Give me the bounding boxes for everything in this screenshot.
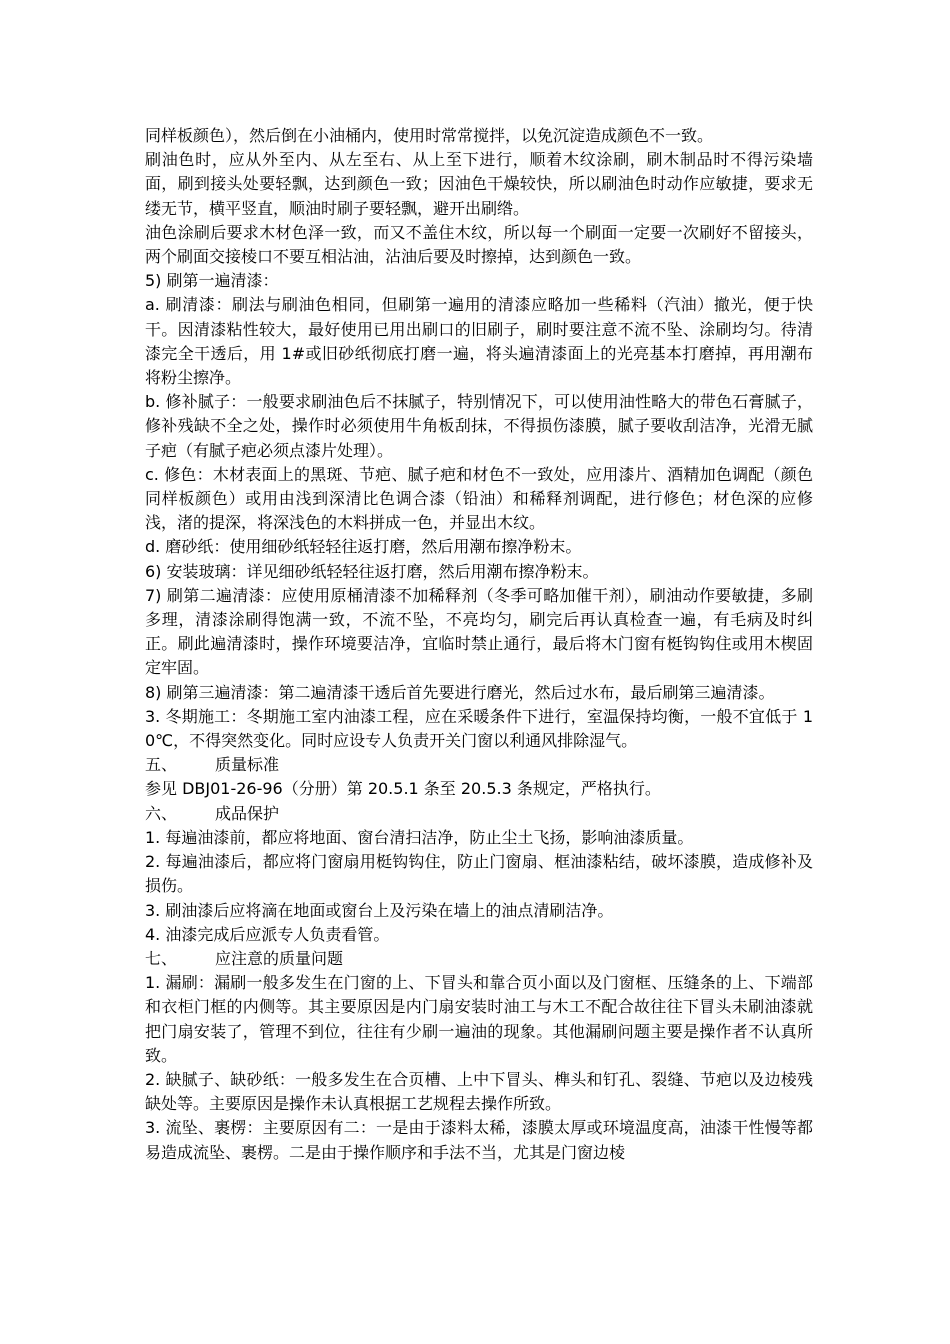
para-step-5a: a. 刷清漆：刷法与刷油色相同，但刷第一遍用的清漆应略加一些稀料（汽油）撤光，便于快干。因清漆粘性较大，最好使用已用出刷口的旧刷子，刷时要注意不流不坠、涂刷均匀。待清漆完全干透后，用 1#或旧砂纸彻底打磨一遍，将头遍清漆面上的光亮基本打磨掉，再用潮布将粉尘擦净。 <box>145 295 813 388</box>
para-issue-2: 2. 缺腻子、缺砂纸：一般多发生在合页槽、上中下冒头、榫头和钉孔、裂缝、节疤以及边棱残缺处等。主要原因是操作未认真根据工艺规程去操作所致。 <box>145 1069 813 1114</box>
para-protection-2: 2. 每遍油漆后，都应将门窗扇用梃钩钩住，防止门窗扇、框油漆粘结，破坏漆膜，造成修补及损伤。 <box>145 852 813 896</box>
para-oil-color-mixing: 同样板颜色），然后倒在小油桶内，使用时常常搅拌，以免沉淀造成颜色不一致。 <box>145 126 714 145</box>
para-step-5c: c. 修色：木材表面上的黑斑、节疤、腻子疤和材色不一致处，应用漆片、酒精加色调配（颜色同样板颜色）或用由浅到深清比色调合漆（铅油）和稀释剂调配，进行修色；材色深的应修浅，渚的提深，将深浅色的木料拼成一色，并显出木纹。 <box>145 464 813 533</box>
heading-text: 质量标准 <box>215 755 280 775</box>
para-protection-3: 3. 刷油漆后应将滴在地面或窗台上及污染在墙上的油点清刷洁净。 <box>145 900 614 920</box>
heading-section-5 <box>145 753 813 777</box>
heading-number: 七、 <box>145 948 178 968</box>
para-step-5-title: 5) 刷第一遍清漆： <box>145 271 279 291</box>
para-step-5d: d. 磨砂纸：使用细砂纸轻轻往返打磨，然后用潮布擦净粉末。 <box>145 537 582 557</box>
para-winter-construction: 3. 冬期施工：冬期施工室内油漆工程，应在采暖条件下进行，室温保持均衡，一般不宜低于 10℃，不得突然变化。同时应设专人负责开关门窗以利通风排除湿气。 <box>145 706 813 751</box>
para-step-5b: b. 修补腻子：一般要求刷油色后不抹腻子，特别情况下，可以使用油性略大的带色石膏腻子，修补残缺不全之处，操作时必须使用牛角板刮抹，不得损伤漆膜，腻子要收刮洁净，光滑无腻子疤（有腻子疤必须点漆片处理）。 <box>145 392 813 460</box>
para-step-7: 7) 刷第二遍清漆：应使用原桶清漆不加稀释剂（冬季可略加催干剂），刷油动作要敏捷，多刷多理，清漆涂刷得饱满一致，不流不坠，不亮均匀，刷完后再认真检查一遍，有毛病及时纠正。刷此遍清漆时，操作环境要洁净，宜临时禁止通行，最后将木门窗有梃钩钩住或用木楔固定牢固。 <box>145 585 813 678</box>
para-oil-color-brushing: 刷油色时，应从外至内、从左至右、从上至下进行，顺着木纹涂刷，刷木制品时不得污染墙面，刷到接头处要轻飘，达到颜色一致；因油色干燥较快，所以刷油色时动作应敏捷，要求无缕无节，横平竖直，顺油时刷子要轻飘，避开出刷绺。 <box>145 150 813 218</box>
para-issue-3: 3. 流坠、裹楞：主要原因有二：一是由于漆料太稀，漆膜太厚或环境温度高，油漆干性慢等都易造成流坠、裹楞。二是由于操作顺序和手法不当，尤其是门窗边棱 <box>145 1118 813 1162</box>
para-oil-color-requirements: 油色涂刷后要求木材色泽一致，而又不盖住木纹，所以每一个刷面一定要一次刷好不留接头，两个刷面交接棱口不要互相沾油，沾油后要及时擦掉，达到颜色一致。 <box>145 222 813 267</box>
para-step-8: 8) 刷第三遍清漆：第二遍清漆干透后首先要进行磨光，然后过水布，最后刷第三遍清漆。 <box>145 682 775 702</box>
para-quality-standard: 参见 DBJ01-26-96（分册）第 20.5.1 条至 20.5.3 条规定，严格执行。 <box>145 779 661 799</box>
heading-number: 五、 <box>145 755 178 775</box>
heading-section-7 <box>145 947 813 971</box>
heading-section-6 <box>145 802 813 826</box>
heading-text: 应注意的质量问题 <box>215 948 344 968</box>
heading-text: 成品保护 <box>215 803 280 823</box>
heading-number: 六、 <box>145 803 178 823</box>
para-protection-1: 1. 每遍油漆前，都应将地面、窗台清扫洁净，防止尘土飞扬，影响油漆质量。 <box>145 827 694 847</box>
para-issue-1: 1. 漏刷：漏刷一般多发生在门窗的上、下冒头和靠合页小面以及门窗框、压缝条的上、下端部和衣柜门框的内侧等。其主要原因是内门扇安装时油工与木工不配合故往往下冒头未刷油漆就把门扇安装了，管理不到位，往往有少刷一遍油的现象。其他漏刷问题主要是操作者不认真所致。 <box>145 973 813 1065</box>
para-step-6: 6) 安装玻璃：详见细砂纸轻轻往返打磨，然后用潮布擦净粉末。 <box>145 561 599 581</box>
document-body <box>145 124 813 1165</box>
para-protection-4: 4. 油漆完成后应派专人负责看管。 <box>145 924 390 944</box>
